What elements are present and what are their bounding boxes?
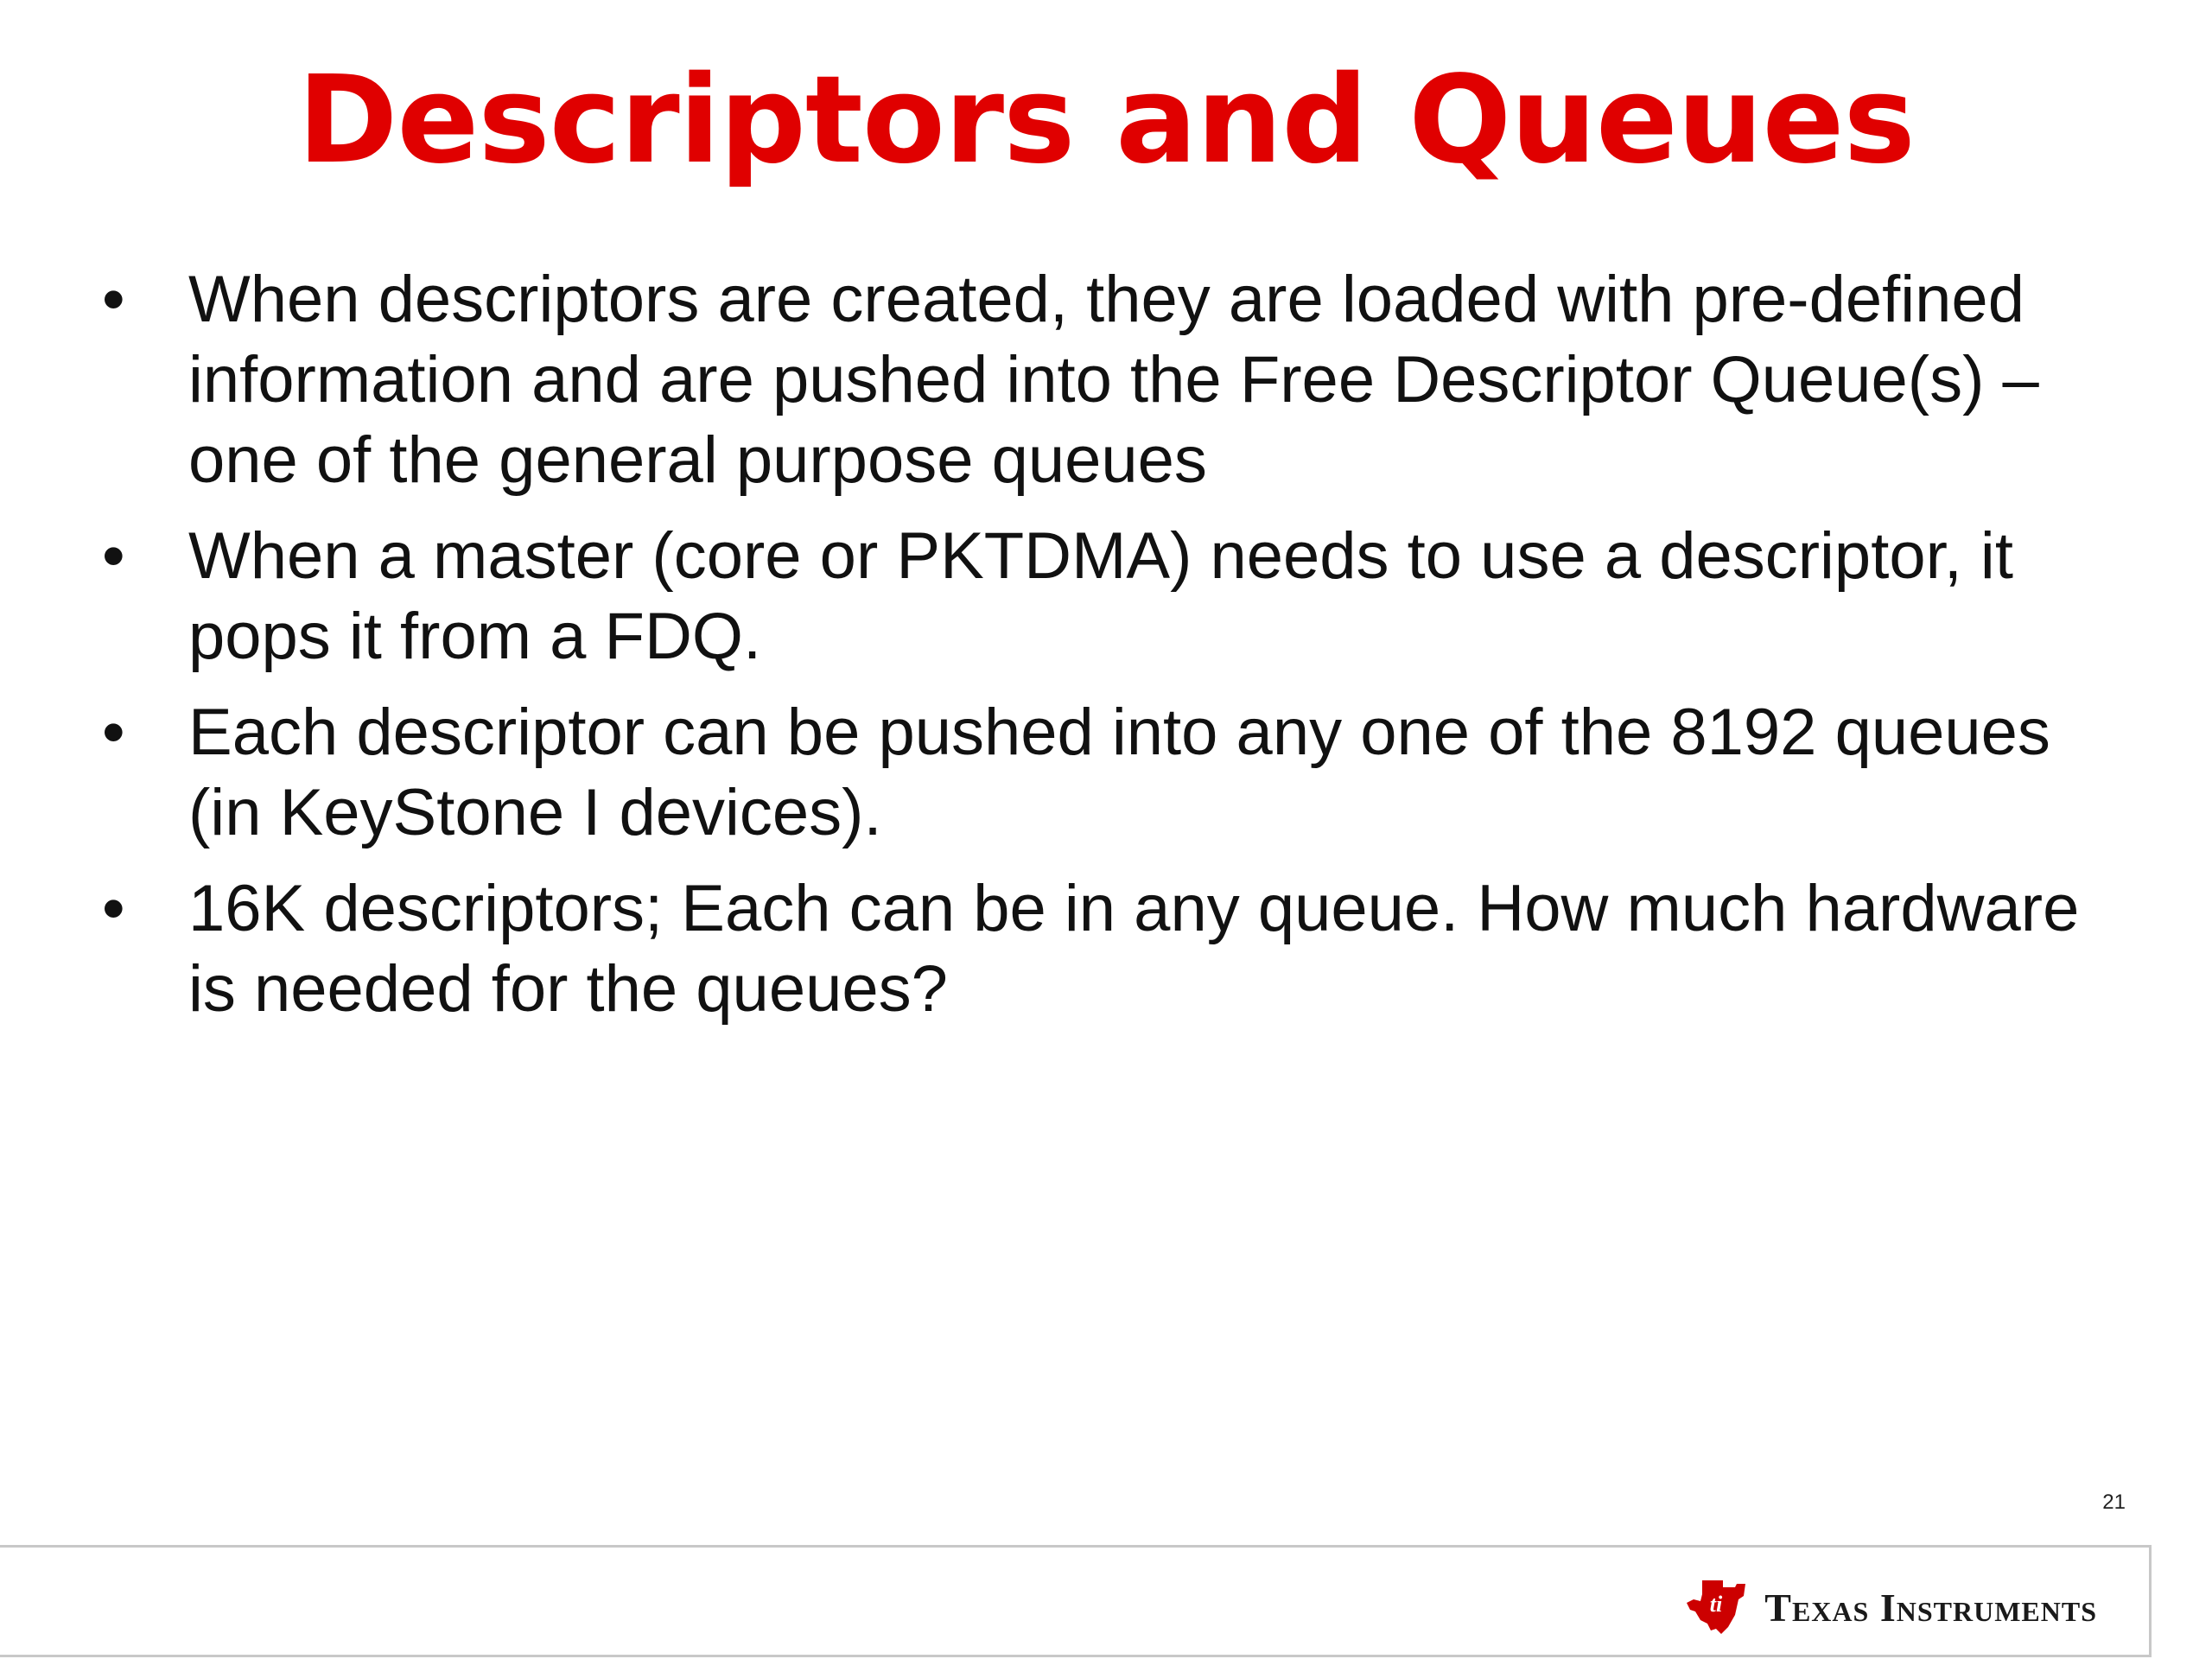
bullet-text: When descriptors are created, they are loaded with pre-defined information and are pushed into the Free Descriptor Queue(s) – one of the general purpose queues bbox=[188, 263, 2039, 497]
bullet-list bbox=[95, 259, 2134, 1045]
ti-logo bbox=[1685, 1577, 2097, 1637]
bullet-text: 16K descriptors; Each can be in any queue. How much hardware is needed for the queues? bbox=[188, 872, 2080, 1026]
bullet-marker: • bbox=[102, 519, 125, 593]
ti-logo-text: Texas Instruments bbox=[1764, 1585, 2097, 1630]
bullet-item bbox=[95, 868, 2134, 1029]
page-number: 21 bbox=[2102, 1491, 2126, 1514]
ti-logo-icon bbox=[1685, 1577, 1749, 1637]
bullet-item bbox=[95, 516, 2134, 677]
footer-bar bbox=[0, 1545, 2152, 1657]
bullet-marker: • bbox=[102, 696, 125, 769]
bullet-text: When a master (core or PKTDMA) needs to use a descriptor, it pops it from a FDQ. bbox=[188, 519, 2013, 673]
bullet-item bbox=[95, 692, 2134, 853]
bullet-marker: • bbox=[102, 872, 125, 945]
bullet-item bbox=[95, 259, 2134, 500]
slide-title: Descriptors and Queues bbox=[297, 50, 1915, 191]
svg-text:ti: ti bbox=[1710, 1592, 1723, 1617]
bullet-marker: • bbox=[102, 263, 125, 336]
bullet-text: Each descriptor can be pushed into any one of the 8192 queues (in KeyStone I devices). bbox=[188, 696, 2050, 849]
